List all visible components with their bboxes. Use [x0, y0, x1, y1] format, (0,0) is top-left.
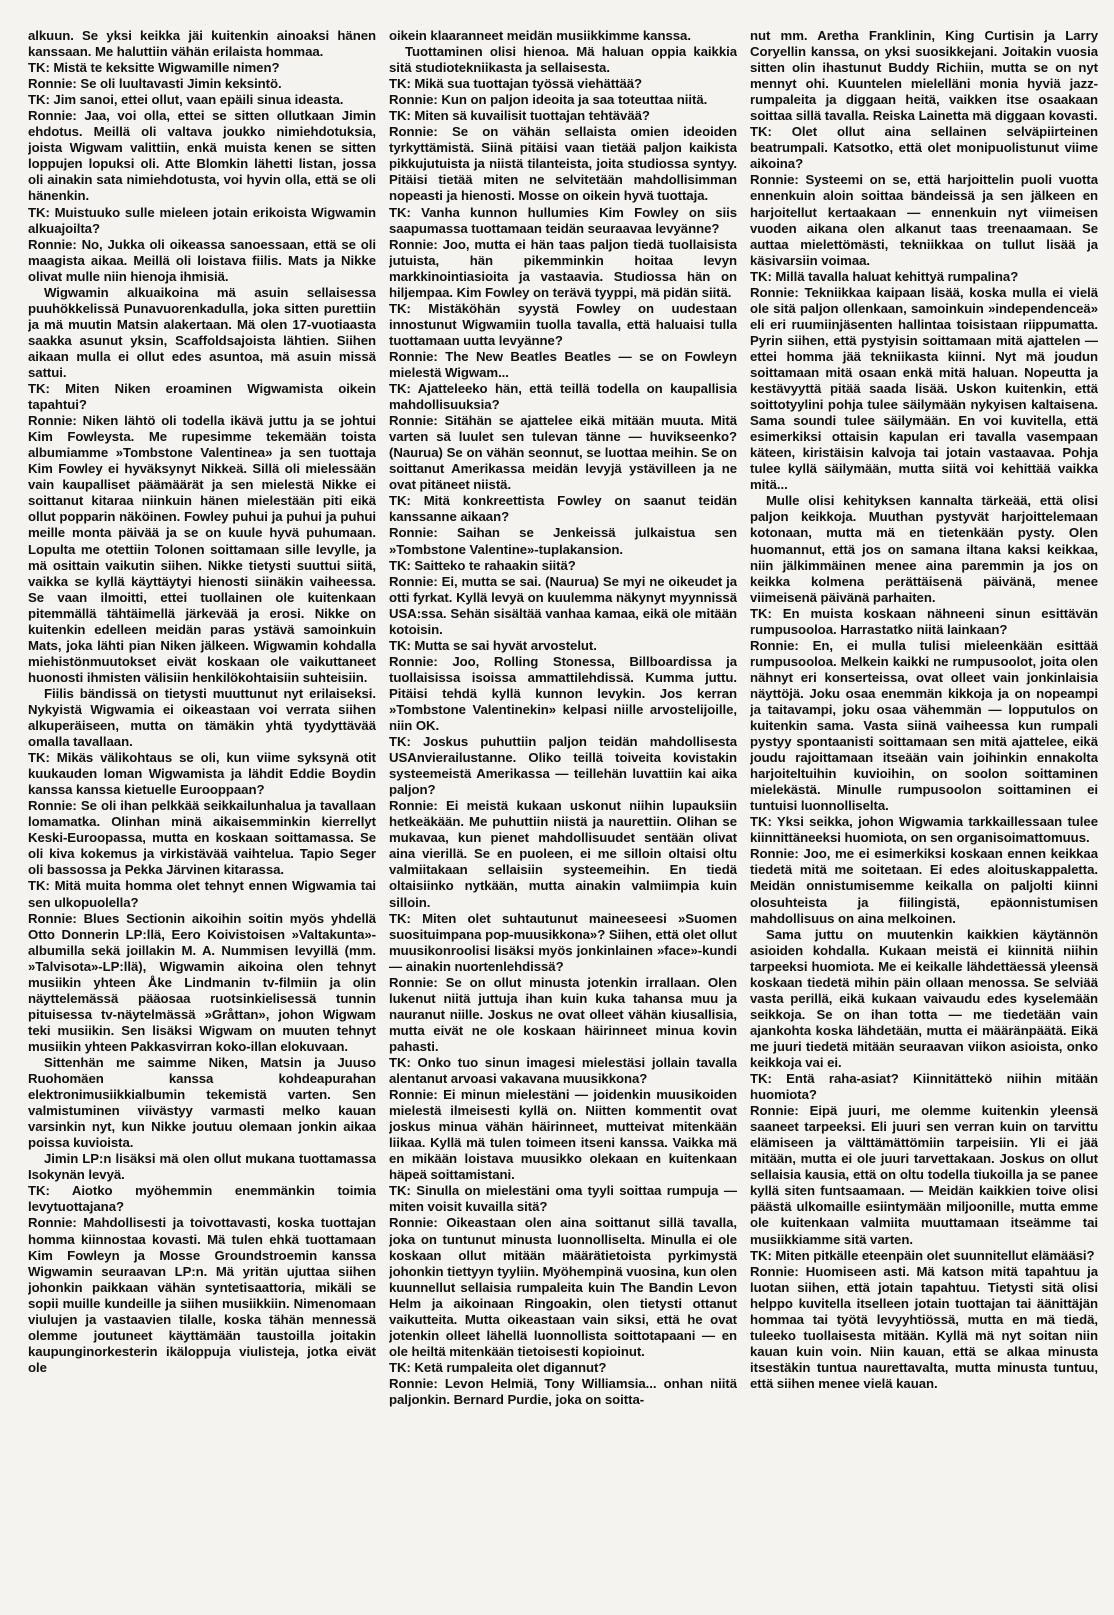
interview-paragraph: Ronnie: Ei, mutta se sai. (Naurua) Se myi ne oikeudet ja otti fyrkat. Kyllä levyä on kuulemma näkynyt myynnissä USA:ssa. Sehän sisältää vanhaa kamaa, eikä ole mitään kotoisin.	[389, 573, 737, 637]
interview-paragraph: Ronnie: En, ei mulla tulisi mieleenkään esittää rumpusooloa. Melkein kaikki ne rumpusoolot, joita olen nähnyt eri konserteissa, ovat olleet vain jonkinlaisia näyttöjä. Joku osaa enemmän kikkoja ja on nopeampi ja taitavampi, joku osaa vähemmän — lopputulos on kuitenkin sama. Vasta siinä vaiheessa kun rumpali pystyy spontaanisti soittamaan sen mitä ajattelee, eikä joudu rajoittamaan itseään vain joihinkin ennakolta harjoiteltuihin kuvioihin, on soolon soittaminen mielekästä. Minulle rumpusoolon soittaminen ei tuntuisi luonnolliselta.	[750, 637, 1098, 814]
interview-question: TK: Saitteko te rahaakin siitä?	[389, 557, 576, 573]
interview-paragraph: Ronnie: Jaa, voi olla, ettei se sitten ollutkaan Jimin ehdotus. Meillä oli valtava joukko nimiehdotuksia, joista Wigwam valittiin, enkä muista kenen se sitten loppujen lopuksi oli. Atte Blomkin lähetti listan, jossa oli ainakin sata nimiehdotusta, voi hyvin olla, että se oli hänenkin.	[28, 108, 376, 204]
interview-paragraph: Ronnie: Levon Helmiä, Tony Williamsia... onhan niitä paljonkin. Bernard Purdie, joka on soitta-	[389, 1375, 737, 1407]
interview-question: TK: Muistuuko sulle mieleen jotain erikoista Wigwamin alkuajoilta?	[28, 204, 376, 236]
column-1	[28, 28, 376, 1608]
interview-question: TK: Miten olet suhtautunut maineeseesi »Suomen suosituimpana pop-muusikkona»? Siihen, että olet ollut muusikonroolisi lisäksi myös jonkinlainen »face»-kundi — ainakin nuortenlehdissä?	[389, 910, 737, 974]
interview-paragraph: oikein klaaranneet meidän musiikkimme kanssa.	[389, 28, 691, 43]
column-2	[389, 28, 737, 1608]
interview-question: TK: Mikäs välikohtaus se oli, kun viime syksynä otit kuukauden loman Wigwamista ja lähdit Eddie Boydin kanssa kanssa kietuelle Eurooppaan?	[28, 750, 376, 798]
interview-question: TK: Vanha kunnon hullumies Kim Fowley on siis saapumassa tuottamaan teidän seuraavaa levyänne?	[389, 204, 737, 236]
interview-paragraph: Ronnie: Se oli luultavasti Jimin keksintö.	[28, 76, 282, 92]
interview-paragraph: alkuun. Se yksi keikka jäi kuitenkin ainoaksi hänen kanssaan. Me haluttiin vähän erilaista hommaa.	[28, 28, 376, 60]
interview-question: TK: Sinulla on mielestäni oma tyyli soittaa rumpuja — miten voisit kuvailla sitä?	[389, 1183, 737, 1215]
interview-paragraph: Wigwamin alkuaikoina mä asuin sellaisessa puuhökkelissä Punavuorenkadulla, joka sitten purettiin ja mä muutin Matsin alakertaan. Mä olen 17-vuotiaasta saakka asunut yksin, Scaffoldsajoista lähtien. Siihen aikaan mulla ei ollut edes asuntoa, mä asuin missä sattui.	[28, 284, 376, 380]
interview-paragraph: Ronnie: Huomiseen asti. Mä katson mitä tapahtuu ja luotan siihen, että jotain tapahtuu. Tietysti sitä olisi helppo kuvitella itselleen jotain tuottajan tai äänittäjän hommaa tai työtä levyyhtiössä, mutta en mä tiedä, tuleeko tuollaisesta mitään. Kyllä mä nyt soitan niin kauan kuin voin. Niin kauan, että se alkaa minusta itsestäkin tuntua naurettavalta, mutta minusta tuntuu, että siihen menee vielä kauan.	[750, 1263, 1098, 1391]
interview-paragraph: Sittenhän me saimme Niken, Matsin ja Juuso Ruohomäen kanssa kohdeapurahan elektronimusiikkialbumin tekemistä varten. Sen valmistuminen viivästyy varmasti melko kauan varsinkin nyt, kun Nikke joutuu olemaan jonkin aikaa poissa kuvioista.	[28, 1055, 376, 1151]
interview-question: TK: Onko tuo sinun imagesi mielestäsi jollain tavalla alentanut arvoasi vakavana muusikkona?	[389, 1055, 737, 1087]
interview-paragraph: Mulle olisi kehityksen kannalta tärkeää, että olisi paljon keikkoja. Muuthan pystyvät harjoittelemaan kotonaan, mutta mä en tietenkään pysty. Olen huomannut, että jos on samana iltana kaksi keikkaa, niin jälkimmäinen menee aina paremmin ja jos on keikka kolmena perättäisenä päivänä, menee viimeisenä päivänä parhaiten.	[750, 493, 1098, 605]
interview-question: TK: Ajatteleeko hän, että teillä todella on kaupallisia mahdollisuuksia?	[389, 381, 737, 413]
interview-paragraph: Ronnie: Eipä juuri, me olemme kuitenkin yleensä saaneet tarpeeksi. Eli juuri sen verran kuin on tarvittu elämiseen ja välttämättömiin tarpeisiin. Yli ei jää mitään, mutta ei ole juuri tarvettakaan. Joskus on ollut sellaisia kausia, että on oltu todella tiukoilla ja se panee kyllä siten funtsaamaan. — Meidän kaikkien toive olisi päästä ulkomaille esiintymään miljoonille, mutta emme ole kuitenkaan valmiita muuttamaan itseämme tai musiikkiamme sitä varten.	[750, 1103, 1098, 1247]
interview-question: TK: Joskus puhuttiin paljon teidän mahdollisesta USAnvierailustanne. Oliko teillä toiveita kovistakin systeemeistä Amerikassa — teillehän luvattiin kai aika paljon?	[389, 734, 737, 798]
interview-paragraph: Ronnie: Joo, Rolling Stonessa, Billboardissa ja tuollaisissa isoissa ammattilehdissä. Kumma juttu. Pitäisi tehdä kyllä kunnon levykin. Jos kerran »Tombstone Valentinekin» kelpasi niille arvostelijoille, niin OK.	[389, 653, 737, 734]
interview-question: TK: Miten pitkälle eteenpäin olet suunnitellut elämääsi?	[750, 1247, 1095, 1263]
interview-paragraph: Ronnie: Se oli ihan pelkkää seikkailunhalua ja tavallaan lomamatka. Olinhan minä aikaisemminkin kierrellyt Keski-Euroopassa, mutta en koskaan soittamassa. Se oli kiva kokemus ja virkistävää vaihtelua. Tapio Seger oli bassossa ja Pekka Järvinen kitarassa.	[28, 798, 376, 878]
interview-paragraph: Ronnie: Sitähän se ajattelee eikä mitään muuta. Mitä varten sä luulet sen tulevan tänne — huvikseenko? (Naurua) Se on vähän seonnut, se luottaa meihin. Se on soittanut Amerikassa meidän levyjä ystävilleen ja ne ovat pitäneet niistä.	[389, 413, 737, 493]
interview-paragraph: Ronnie: Mahdollisesti ja toivottavasti, koska tuottajan homma kiinnostaa kovasti. Mä tulen ehkä tuottamaan Kim Fowleyn ja Mosse Groundstroemin kanssa Wigwamin seuraavan LP:n. Mä yritän ujuttaa siihen johonkin paikkaan vähän syntetisaattoria, mikäli se sopii muille kundeille ja siihen musiikkiin. Nimenomaan viulujen ja vastaavien tilalle, koska tähän mennessä olemme joutuneet käyttämään taustoilla joitakin kaupunginorkesterin ikäloppuja viulisteja, jotka eivät ole	[28, 1215, 376, 1375]
interview-question: TK: Aiotko myöhemmin enemmänkin toimia levytuottajana?	[28, 1183, 376, 1215]
interview-question: TK: Olet ollut aina sellainen selväpiirteinen beatrumpali. Katsotko, että olet monipuolistunut viime aikoina?	[750, 124, 1098, 172]
interview-paragraph: Ronnie: Se on ollut minusta jotenkin irrallaan. Olen lukenut niitä juttuja ihan kuin kuka tahansa muu ja nauranut niille. Joskus ne ovat olleet vähän kiusallisia, mutta eivät ne ole koskaan häirinneet minua kovin pahasti.	[389, 974, 737, 1054]
interview-question: TK: Mitä konkreettista Fowley on saanut teidän kanssanne aikaan?	[389, 493, 737, 525]
interview-question: TK: Mikä sua tuottajan työssä viehättää?	[389, 76, 643, 92]
interview-question: TK: Millä tavalla haluat kehittyä rumpalina?	[750, 268, 1019, 284]
interview-question: TK: Miten sä kuvailisit tuottajan tehtävää?	[389, 108, 650, 124]
column-3	[750, 28, 1098, 1608]
interview-paragraph: Ronnie: Se on vähän sellaista omien ideoiden tyrkyttämistä. Siinä pitäisi vaan tietää paljon kaikista pikkujutuista ja niistä tilanteista, joita studiossa syntyy. Pitäisi tietää miten ne selvitetään mahdollisimman nopeasti ja hienosti. Mosse on oikein hyvä tuottaja.	[389, 124, 737, 204]
interview-paragraph: Ronnie: Ei meistä kukaan uskonut niihin lupauksiin hetkeäkään. Me puhuttiin niistä ja naurettiin. Olihan se mukavaa, kun pienet mahdollisuudet sentään olivat aina vierillä. Se en puoleen, ei me silloin oltaisi oltu valmiitakaan sellaisiin systeemeihin. En tiedä oltaisiinko nytkään, mutta ainakin valmiimpia kuin silloin.	[389, 798, 737, 910]
interview-paragraph: Ronnie: Saihan se Jenkeissä julkaistua sen »Tombstone Valentine»-tuplakansion.	[389, 525, 737, 557]
interview-paragraph: Ronnie: Tekniikkaa kaipaan lisää, koska mulla ei vielä ole sitä paljon ollenkaan, samoinkuin »independenceä» eli eri ruumiinjäsenten hallintaa toisistaan riippumatta. Pyrin siihen, että pystyisin soittamaan mitä ajattelen — ettei homma jää tekniikasta kiinni. Nyt mä joudun soittamaan mitä osaan enkä mitä haluan. Nopeutta ja kestävyyttä pitää saada lisää. Uskon kuitenkin, että soittotyylini pohja tulee säilymään nykyisen kaltaisena. Sama soundi tulee säilymään. En voi kuvitella, että esimerkiksi ottaisin kapulan eri tavalla vasempaan käteen, kiristäisin kalvoja tai jotain vastaavaa. Pohja tulee kyllä säilymään, mutta siitä voi kehittää vaikka mitä...	[750, 284, 1098, 493]
interview-paragraph: Sama juttu on muutenkin kaikkien käytännön asioiden kohdalla. Kukaan meistä ei kiinnitä niihin tarpeeksi huomiota. Me ei keikalle lähdettäessä yleensä koskaan tiedetä mihin päin ollaan menossa. Se selviää vasta perillä, eikä kukaan vaivaudu edes kyselemään seikkoja. Se on ihan totta — me tiedetään vain ajankohta koska lähdetään, mutta ei määränpäätä. Eikä me juuri tiedetä mitään seuraavan viikon asioista, onko keikkoja vai ei.	[750, 926, 1098, 1070]
interview-question: TK: Entä raha-asiat? Kiinnitättekö niihin mitään huomiota?	[750, 1071, 1098, 1103]
interview-paragraph: Tuottaminen olisi hienoa. Mä haluan oppia kaikkia sitä studiotekniikasta ja sellaisesta.	[389, 44, 737, 76]
interview-paragraph: Ronnie: Niken lähtö oli todella ikävä juttu ja se johtui Kim Fowleysta. Me rupesimme tekemään toista albumiamme »Tombstone Valentinea» ja sen tuottaja Kim Fowley ei hyväksynyt Nikkeä. Sillä oli mielessään vain kaupalliset päämäärät ja sen mielestä Nikke ei soittanut kitaraa niinkuin hänen mielestään piti eikä ollut popparin näköinen. Fowley puhui ja puhui ja puhui meille monta päivää ja se on kuule hyvä puhumaan. Lopulta me otettiin Tolonen soittamaan sille levylle, ja mä osittain vaikutin siihen. Nikke tietysti suuttui siitä, vaikka se kyllä käyttäytyi hienosti siinäkin vaiheessa. Se vaan ilmoitti, ettei tuollainen ole kuitenkaan pitemmällä tähtäimellä järkevää ja erosi. Nikke on kuitenkin edelleen meidän paras ystävä samoinkuin Mats, joka lähti pian Niken jälkeen. Wigwamin kohdalla miehistönmuutokset eivät koskaan ole vaikuttaneet huonosti ihmisten välisiin henkilökohtaisiin suhteisiin.	[28, 413, 376, 685]
interview-paragraph: Ronnie: Ei minun mielestäni — joidenkin muusikoiden mielestä ilmeisesti kyllä on. Niitten kommentit ovat joskus minua vähän häirinneet, mutteivat mitenkään liikaa. Kyllä mä tulen toimeen itseni kanssa. Vaikka mä en mikään loistava muusikko olekaan en kuitenkaan häpeä soittamistani.	[389, 1087, 737, 1183]
interview-question: TK: En muista koskaan nähneeni sinun esittävän rumpusooloa. Harrastatko niitä lainkaan?	[750, 605, 1098, 637]
interview-question: TK: Mitä muita homma olet tehnyt ennen Wigwamia tai sen ulkopuolella?	[28, 878, 376, 910]
interview-paragraph: nut mm. Aretha Franklinin, King Curtisin ja Larry Coryellin kanssa, on yksi suosikkejani. Joitakin vuosia sitten olin ihastunut Buddy Richiin, mutta se on nyt mennyt ohi. Kuuntelen mielelläni monia hyviä jazz-rumpaleita ja diggaan heitä, vaikken itse osaakaan soittaa sillä tavalla. Reiska Lainetta mä diggaan kovasti.	[750, 28, 1098, 124]
interview-question: TK: Ketä rumpaleita olet digannut?	[389, 1359, 607, 1375]
interview-paragraph: Ronnie: Joo, mutta ei hän taas paljon tiedä tuollaisista jutuista, hän pikemminkin hoitaa levyn markkinointiasioita ja vastaavia. Studiossa hän on hiljempaa. Kim Fowley on terävä tyyppi, mä pidän siitä.	[389, 236, 737, 300]
interview-question: TK: Jim sanoi, ettei ollut, vaan epäili sinua ideasta.	[28, 92, 344, 108]
text-columns	[28, 28, 1098, 1608]
interview-paragraph: Ronnie: Joo, me ei esimerkiksi koskaan ennen keikkaa tiedetä mitä me soitetaan. Ei edes aloituskappaletta. Meidän onnistumisemme keikalla on paljolti kiinni olosuhteista ja fiilingistä, epäonnistumisen mahdollisuus on aina melkoinen.	[750, 846, 1098, 926]
interview-question: TK: Mistäköhän syystä Fowley on uudestaan innostunut Wigwamiin tuolla tavalla, että haluaisi tulla tuottamaan uutta levyänne?	[389, 300, 737, 348]
interview-paragraph: Jimin LP:n lisäksi mä olen ollut mukana tuottamassa Isokynän levyä.	[28, 1151, 376, 1183]
interview-paragraph: Ronnie: Oikeastaan olen aina soittanut sillä tavalla, joka on tuntunut minusta luonnolliselta. Minulla ei ole koskaan ollut mitään määrätietoista pyrkimystä johonkin tiettyyn tyyliin. Myöhempinä vuosina, kun olen kuunnellut sellaisia rumpaleita kuin The Bandin Levon Helm ja aikoinaan Ringoakin, olen tietysti ottanut vaikutteita. Mutta oikeastaan vain siksi, että he ovat jotenkin olleet lähellä luonnollista soittotapaani — en ole heiltä mitenkään tietoisesti kopioinut.	[389, 1215, 737, 1359]
interview-question: TK: Miten Niken eroaminen Wigwamista oikein tapahtui?	[28, 381, 376, 413]
interview-question: TK: Yksi seikka, johon Wigwamia tarkkaillessaan tulee kiinnittäneeksi huomiota, on sen organisoimattomuus.	[750, 814, 1098, 846]
interview-paragraph: Ronnie: The New Beatles Beatles — se on Fowleyn mielestä Wigwam...	[389, 348, 737, 380]
interview-paragraph: Fiilis bändissä on tietysti muuttunut nyt erilaiseksi. Nykyistä Wigwamia ei oikeastaan voi verrata siihen alkuperäiseen, mutta on tämäkin yhtä tyydyttävää omalla tavallaan.	[28, 685, 376, 750]
interview-paragraph: Ronnie: No, Jukka oli oikeassa sanoessaan, että se oli maagista aikaa. Meillä oli loistava fiilis. Mats ja Nikke olivat mulle niin hienoja ihmisiä.	[28, 236, 376, 284]
interview-question: TK: Mutta se sai hyvät arvostelut.	[389, 637, 597, 653]
interview-paragraph: Ronnie: Kun on paljon ideoita ja saa toteuttaa niitä.	[389, 92, 708, 108]
interview-paragraph: Ronnie: Systeemi on se, että harjoittelin puoli vuotta ennenkuin aloin soittaa bändeissä ja sen jälkeen en harjoitellut kertaakaan — ennenkuin nyt viimeisen vuoden aikana olen alkanut taas treenaamaan. Se auttaa mielettömästi, tekniikkaa on tullut lisää ja käsivarsiin voimaa.	[750, 172, 1098, 268]
interview-paragraph: Ronnie: Blues Sectionin aikoihin soitin myös yhdellä Otto Donnerin LP:llä, Eero Koivistoisen »Valtakunta»-albumilla sekä joillakin M. A. Nummisen levyillä (mm. »Talvisota»-LP:llä), Wigwamin aikoina olen tehnyt musiikin yhteen Åke Lindmanin tv-filmiin ja olin näyttelemässä pääosaa ruotsinkielisessä tunnin pituisessa tv-näytelmässä »Gråttan», johon Wigwam teki musiikin. Sen lisäksi Wigwam on muuten tehnyt musiikin yhteen Pakkasvirran koko-illan elokuvaan.	[28, 910, 376, 1054]
interview-question: TK: Mistä te keksitte Wigwamille nimen?	[28, 60, 280, 76]
